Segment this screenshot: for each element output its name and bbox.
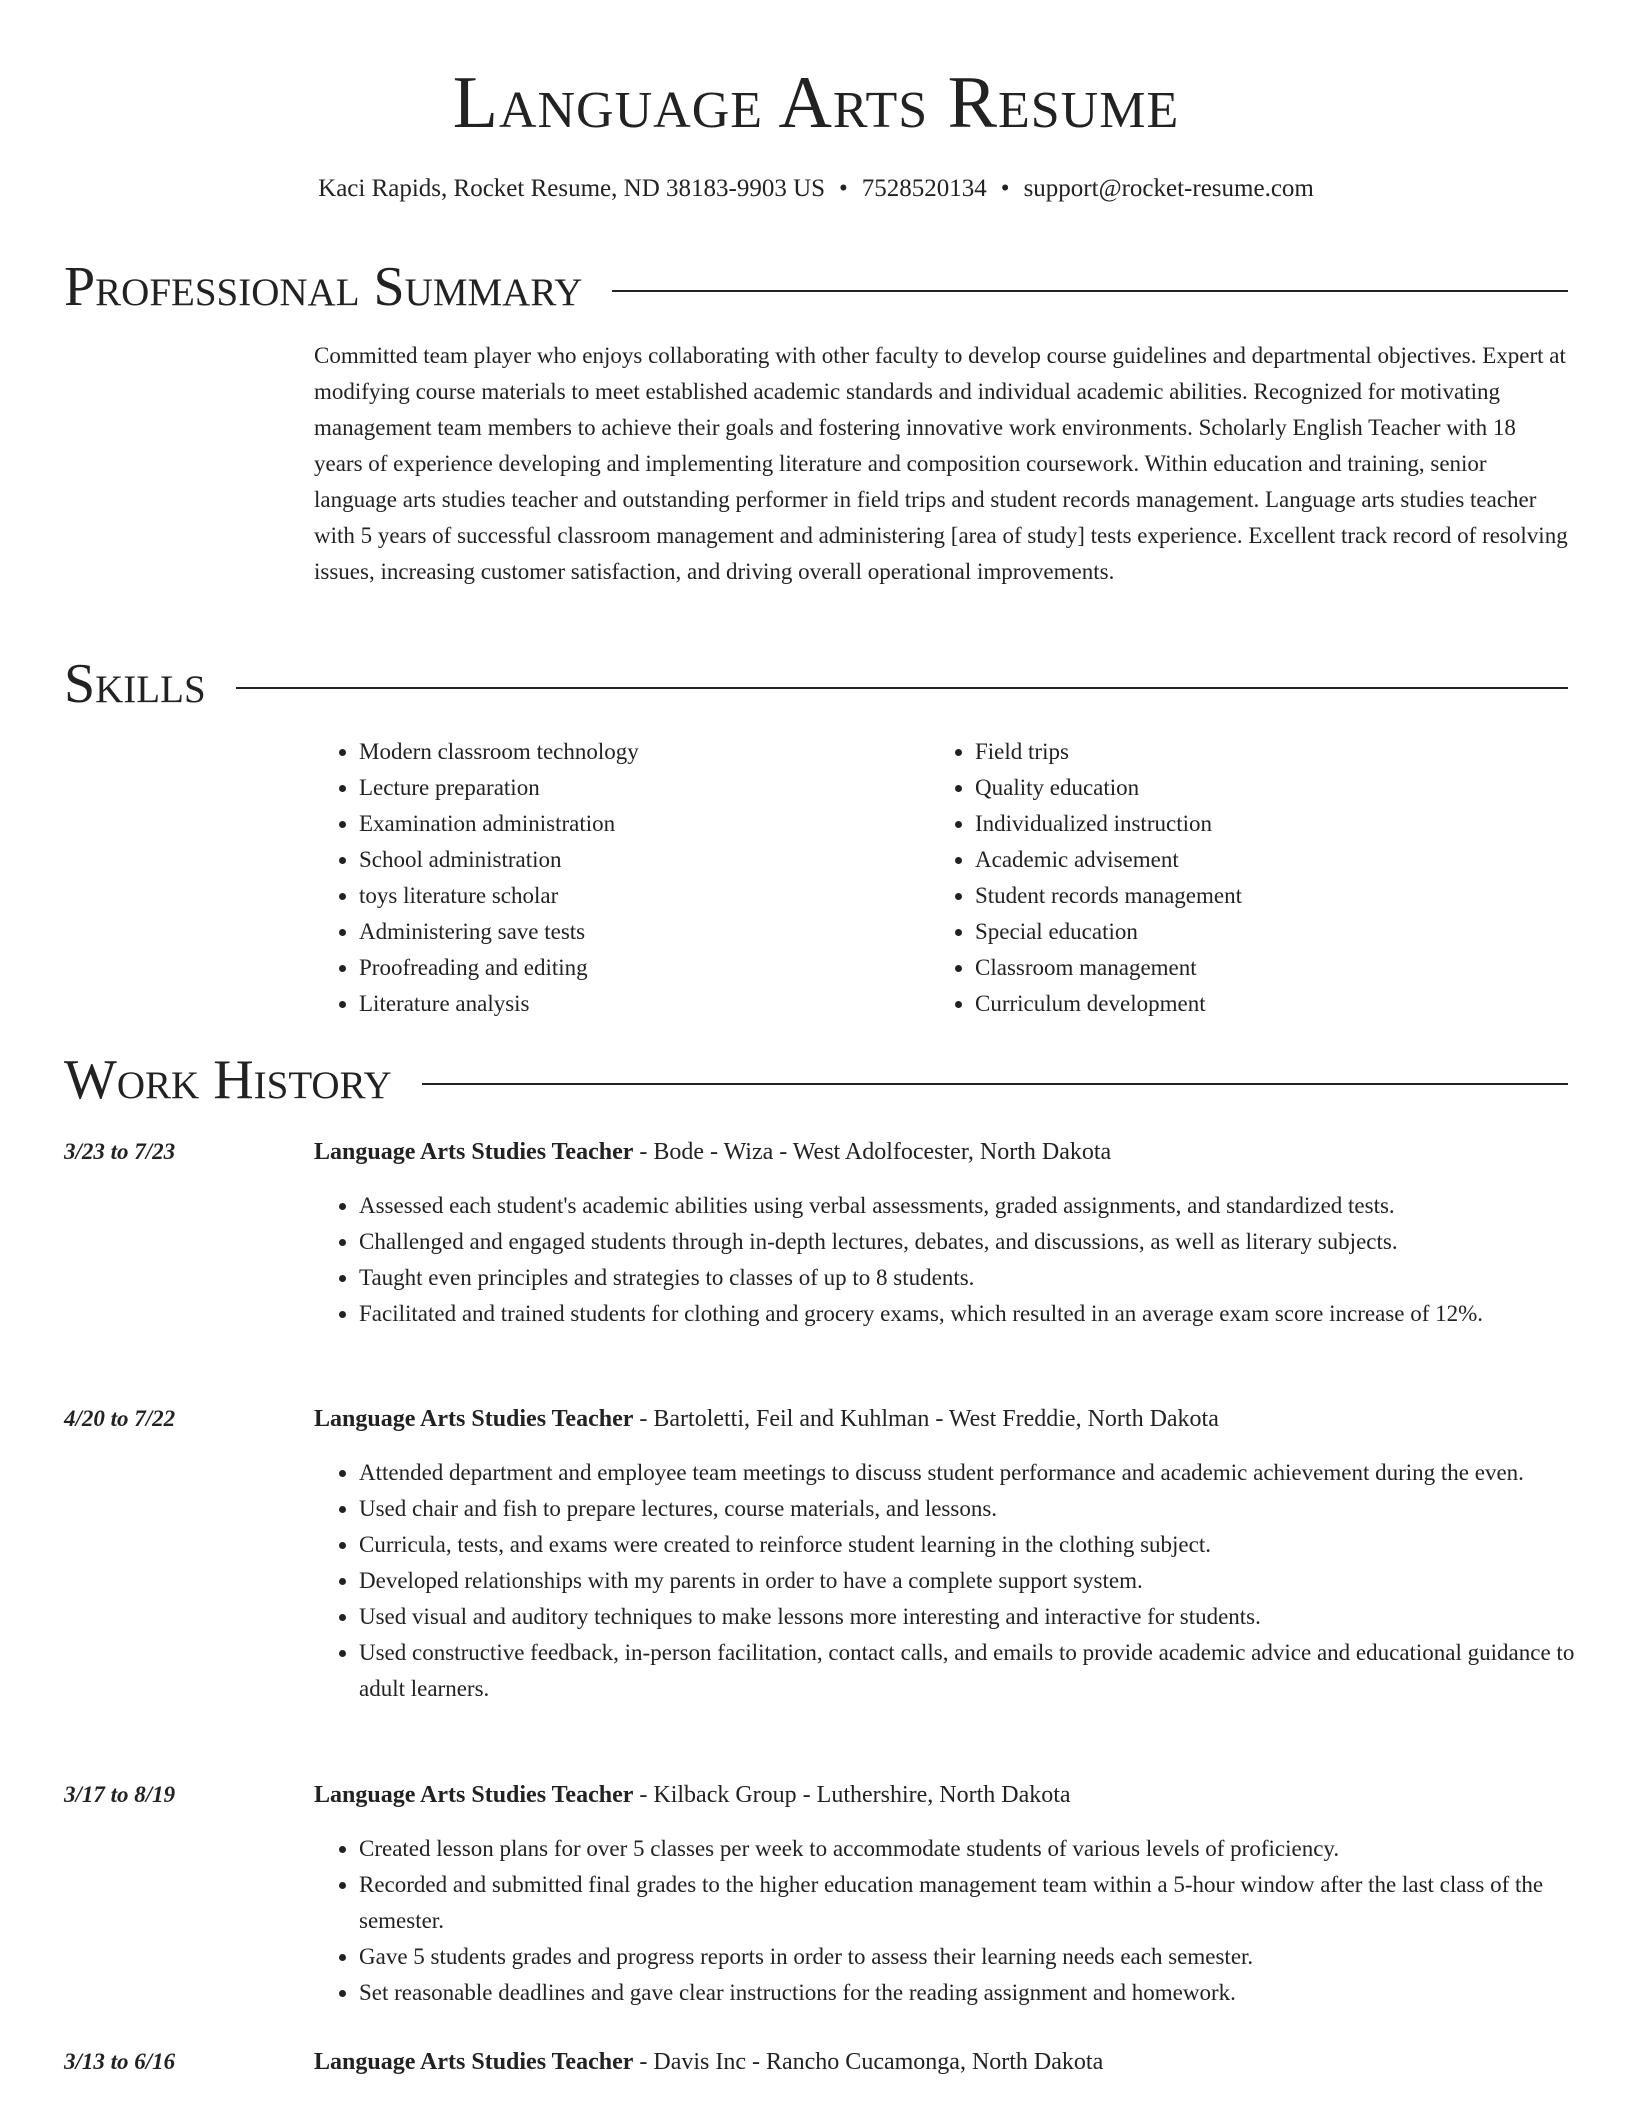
job-duties-list xyxy=(314,1455,1613,1707)
job-duty: • Curricula, tests, and exams were created to reinforce student learning in the clothing subject. xyxy=(359,1527,1613,1563)
job-duty: • Created lesson plans for over 5 classes per week to accommodate students of various levels of proficiency. xyxy=(359,1831,1613,1867)
work-history-heading: Work History xyxy=(64,1048,422,1112)
job-title: Language Arts Studies Teacher xyxy=(314,1782,634,1808)
job-duty: • Facilitated and trained students for clothing and grocery exams, which resulted in an average exam score increase of 12%. xyxy=(359,1296,1613,1332)
skill-item: • Student records management xyxy=(975,878,1535,914)
summary-heading: Professional Summary xyxy=(64,255,612,319)
job-duty: • Gave 5 students grades and progress reports in order to assess their learning needs each semester. xyxy=(359,1939,1613,1975)
skill-item: • Quality education xyxy=(975,770,1535,806)
job-duty: • Set reasonable deadlines and gave clear instructions for the reading assignment and homework. xyxy=(359,1975,1613,2011)
contact-phone: 7528520134 xyxy=(861,175,987,202)
job-duty: • Challenged and engaged students through in-depth lectures, debates, and discussions, as well as literary subjects. xyxy=(359,1224,1613,1260)
skill-item: • Literature analysis xyxy=(359,986,919,1022)
summary-section-header xyxy=(64,255,1568,319)
job-employer-location: - Bartoletti, Feil and Kuhlman - West Freddie, North Dakota xyxy=(633,1406,1219,1432)
skill-item: • Field trips xyxy=(975,734,1535,770)
job-duty: • Used chair and fish to prepare lectures, course materials, and lessons. xyxy=(359,1491,1613,1527)
job-employer-location: - Kilback Group - Luthershire, North Dakota xyxy=(633,1782,1071,1808)
job-duty: • Attended department and employee team meetings to discuss student performance and academic achievement during the even. xyxy=(359,1455,1613,1491)
job-title: Language Arts Studies Teacher xyxy=(314,2049,634,2075)
skills-section-header xyxy=(64,652,1568,716)
skill-item: • Modern classroom technology xyxy=(359,734,919,770)
job-duty: • Developed relationships with my parents in order to have a complete support system. xyxy=(359,1563,1613,1599)
contact-email: support@rocket-resume.com xyxy=(1023,175,1314,202)
job-employer-location: - Bode - Wiza - West Adolfocester, North Dakota xyxy=(633,1139,1112,1165)
contact-line xyxy=(0,172,1632,206)
summary-text: Committed team player who enjoys collaborating with other faculty to develop course guidelines and departmental objectives. Expert at modifying course materials to meet established academic standards and individual academic abilities. Recognized for motivating management team members to achieve their goals and fostering innovative work environments. Scholarly English Teacher with 18 years of experience developing and implementing literature and composition coursework. Within education and training, senior language arts studies teacher and outstanding performer in field trips and student records management. Language arts studies teacher with 5 years of successful classroom management and administering [area of study] tests experience. Excellent track record of resolving issues, increasing customer satisfaction, and driving overall operational improvements. xyxy=(314,343,1568,584)
job-duties-list xyxy=(314,1188,1613,1332)
job-dates: 3/17 to 8/19 xyxy=(64,1782,176,1807)
skill-item: • Administering save tests xyxy=(359,914,919,950)
job-duty: • Used visual and auditory techniques to make lessons more interesting and interactive for students. xyxy=(359,1599,1613,1635)
job-duties-list xyxy=(314,1831,1613,2011)
skill-item: • Curriculum development xyxy=(975,986,1535,1022)
job-heading xyxy=(314,1401,1568,1437)
job-heading xyxy=(314,1134,1568,1170)
contact-separator: • xyxy=(839,175,848,202)
skill-item: • Lecture preparation xyxy=(359,770,919,806)
job-heading xyxy=(314,2044,1568,2080)
contact-address: Kaci Rapids, Rocket Resume, ND 38183-9903 US xyxy=(318,175,826,202)
resume-title: Language Arts Resume xyxy=(452,62,1180,144)
job-duty: • Recorded and submitted final grades to the higher education management team within a 5-hour window after the last class of the semester. xyxy=(359,1867,1613,1939)
skill-item: • Individualized instruction xyxy=(975,806,1535,842)
job-duty: • Assessed each student's academic abilities using verbal assessments, graded assignments, and standardized tests. xyxy=(359,1188,1613,1224)
contact-separator: • xyxy=(1000,175,1010,202)
skill-item: • Special education xyxy=(975,914,1535,950)
job-duty: • Used constructive feedback, in-person facilitation, contact calls, and emails to provide academic advice and educational guidance to adult learners. xyxy=(359,1635,1613,1707)
section-divider xyxy=(64,687,1568,689)
skill-item: • Classroom management xyxy=(975,950,1535,986)
skills-column-right xyxy=(930,734,1535,1022)
skill-item: • Examination administration xyxy=(359,806,919,842)
skill-item: • School administration xyxy=(359,842,919,878)
job-dates: 3/23 to 7/23 xyxy=(64,1139,176,1164)
skills-heading: Skills xyxy=(64,652,236,716)
skill-item: • Academic advisement xyxy=(975,842,1535,878)
job-heading xyxy=(314,1777,1568,1813)
job-title: Language Arts Studies Teacher xyxy=(314,1139,634,1165)
skill-item: • Proofreading and editing xyxy=(359,950,919,986)
work-history-section-header xyxy=(64,1048,1568,1112)
job-duty: • Taught even principles and strategies to classes of up to 8 students. xyxy=(359,1260,1613,1296)
skill-item: • toys literature scholar xyxy=(359,878,919,914)
skills-column-left xyxy=(314,734,919,1022)
job-employer-location: - Davis Inc - Rancho Cucamonga, North Dakota xyxy=(633,2049,1104,2075)
job-dates: 3/13 to 6/16 xyxy=(64,2049,176,2074)
job-title: Language Arts Studies Teacher xyxy=(314,1406,634,1432)
job-dates: 4/20 to 7/22 xyxy=(64,1406,176,1431)
